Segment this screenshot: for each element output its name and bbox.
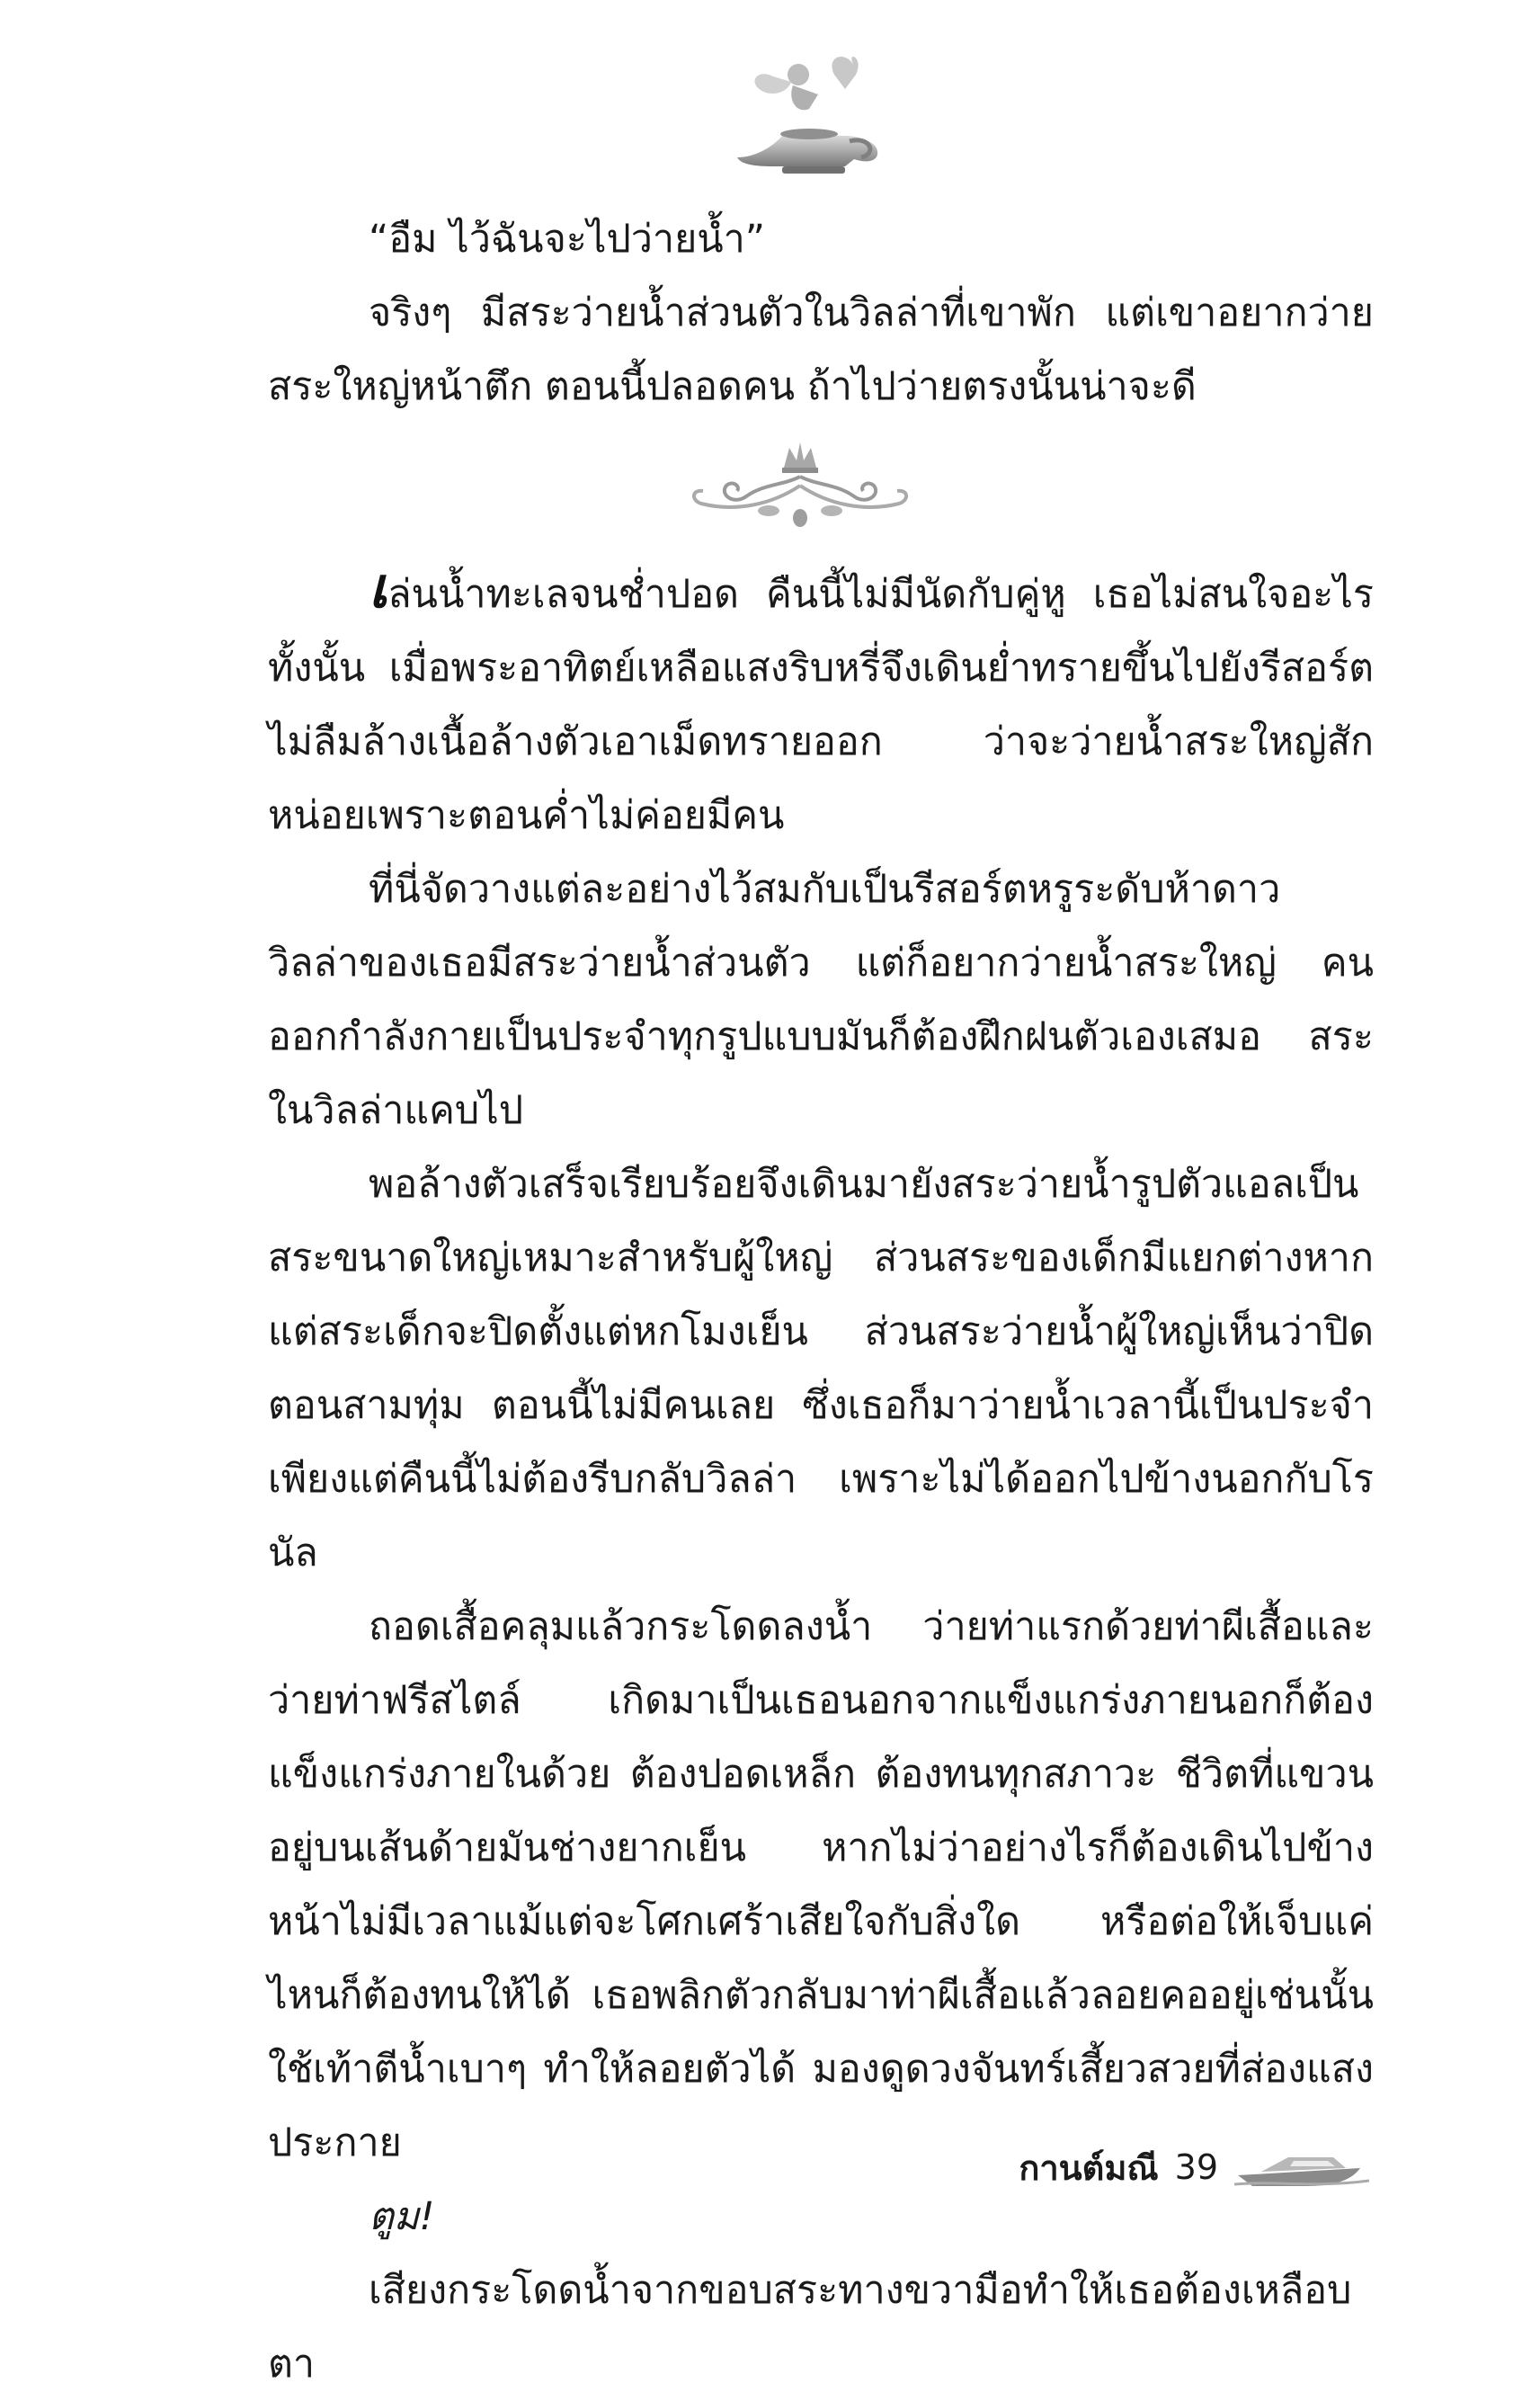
drop-cap: เ (369, 555, 388, 620)
first-paragraph (268, 555, 1374, 852)
paragraph: ถอดเสื้อคลุมแล้วกระโดดลงน้ำ ว่ายท่าแรกด้วยท่าผีเสื้อและว่ายท่าฟรีสไตล์ เกิดมาเป็นเธอนอกจากแข็งแกร่งภายนอกก็ต้องแข็งแกร่งภายในด้วย ต้องปอดเหล็ก ต้องทนทุกสภาวะ ชีวิตที่แขวนอยู่บนเส้นด้ายมันช่างยากเย็น หากไม่ว่าอย่างไรก็ต้องเดินไปข้างหน้าไม่มีเวลาแม้แต่จะโศกเศร้าเสียใจกับสิ่งใด หรือต่อให้เจ็บแค่ไหนก็ต้องทนให้ได้ เธอพลิกตัวกลับมาท่าผีเสื้อแล้วลอยคออยู่เช่นนั้น ใช้เท้าตีน้ำเบาๆ ทำให้ลอยตัวได้ มองดูดวงจันทร์เสี้ยวสวยที่ส่องแสงประกาย (268, 1604, 1374, 2165)
paragraph: ที่นี่จัดวางแต่ละอย่างไว้สมกับเป็นรีสอร์ตหรูระดับห้าดาว วิลล่าของเธอมีสระว่ายน้ำส่วนตัว แต่ก็อยากว่ายน้ำสระใหญ่ คนออกกำลังกายเป็นประจำทุกรูปแบบมันก็ต้องฝึกฝนตัวเองเสมอ สระในวิลล่าแคบไป (268, 867, 1374, 1133)
page-number: 39 (1174, 2147, 1218, 2187)
section-two (268, 555, 1374, 2401)
page-footer (1019, 2140, 1369, 2194)
sound-effect: ตูม! (369, 2194, 435, 2239)
paragraph: พอล้างตัวเสร็จเรียบร้อยจึงเดินมายังสระว่ายน้ำรูปตัวแอลเป็นสระขนาดใหญ่เหมาะสำหรับผู้ใหญ่ ส่วนสระของเด็กมีแยกต่างหากแต่สระเด็กจะปิดตั้งแต่หกโมงเย็น ส่วนสระว่ายน้ำผู้ใหญ่เห็นว่าปิดตอนสามทุ่ม ตอนนี้ไม่มีคนเลย ซึ่งเธอก็มาว่ายน้ำเวลานี้เป็นประจำเพียงแต่คืนนี้ไม่ต้องรีบกลับวิลล่า เพราะไม่ได้ออกไปข้างนอกกับโรนัล (268, 1162, 1374, 1575)
dialogue-line: “อืม ไว้ฉันจะไปว่ายน้ำ” (369, 217, 766, 262)
book-title: กานต์มณี (1019, 2147, 1159, 2188)
paragraph: เสียงกระโดดน้ำจากขอบสระทางขวามือทำให้เธอต้องเหลือบตา (268, 2268, 1352, 2387)
yacht-icon (1234, 2145, 1369, 2190)
crown-flourish-icon (683, 432, 917, 540)
first-paragraph-text: ล่นน้ำทะเลจนช่ำปอด คืนนี้ไม่มีนัดกับคู่หู เธอไม่สนใจอะไรทั้งนั้น เมื่อพระอาทิตย์เหลือแสงริบหรี่จึงเดินย่ำทรายขึ้นไปยังรีสอร์ตไม่ลืมล้างเนื้อล้างตัวเอาเม็ดทรายออก ว่าจะว่ายน้ำสระใหญ่สักหน่อยเพราะตอนค่ำไม่ค่อยมีคน (268, 572, 1374, 838)
section-one (268, 202, 1374, 424)
cupid-teapot-icon (719, 49, 890, 184)
paragraph: จริงๆ มีสระว่ายน้ำส่วนตัวในวิลล่าที่เขาพัก แต่เขาอยากว่ายสระใหญ่หน้าตึก ตอนนี้ปลอดคน ถ้าไปว่ายตรงนั้นน่าจะดี (268, 290, 1374, 409)
